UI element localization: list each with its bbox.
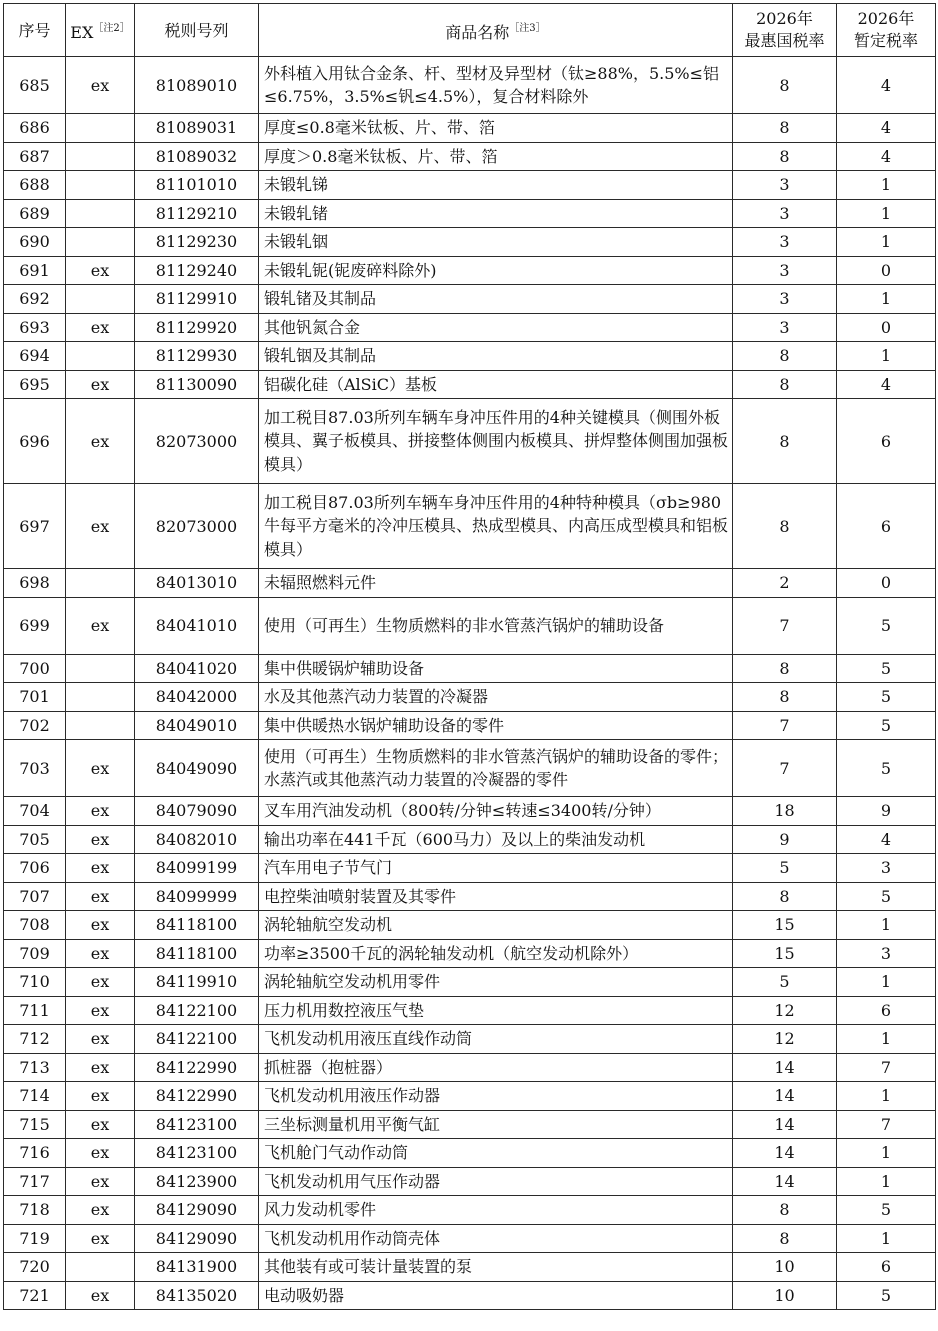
cell-code: 84122100 <box>135 996 259 1025</box>
cell-code: 84013010 <box>135 569 259 598</box>
cell-provisional-rate: 5 <box>837 740 936 797</box>
cell-provisional-rate: 3 <box>837 939 936 968</box>
cell-name: 使用（可再生）生物质燃料的非水管蒸汽锅炉的辅助设备的零件；水蒸汽或其他蒸汽动力装置的冷凝器的零件 <box>259 740 733 797</box>
cell-provisional-rate: 5 <box>837 683 936 712</box>
cell-code: 84122100 <box>135 1025 259 1054</box>
cell-name: 涡轮轴航空发动机用零件 <box>259 968 733 997</box>
cell-ex: ex <box>66 313 135 342</box>
cell-name: 未辐照燃料元件 <box>259 569 733 598</box>
cell-provisional-rate: 4 <box>837 57 936 114</box>
cell-code: 84129090 <box>135 1196 259 1225</box>
cell-seq: 685 <box>4 57 66 114</box>
table-row <box>4 1082 936 1111</box>
table-row <box>4 228 936 257</box>
cell-name: 铝碳化硅（AlSiC）基板 <box>259 370 733 399</box>
cell-name: 飞机发动机用液压直线作动筒 <box>259 1025 733 1054</box>
cell-ex: ex <box>66 1281 135 1310</box>
cell-ex: ex <box>66 370 135 399</box>
cell-code: 81129910 <box>135 285 259 314</box>
cell-provisional-rate: 4 <box>837 370 936 399</box>
cell-code: 81101010 <box>135 171 259 200</box>
cell-seq: 700 <box>4 654 66 683</box>
cell-name: 未锻轧锗 <box>259 199 733 228</box>
cell-provisional-rate: 5 <box>837 597 936 654</box>
header-mfn-label: 最惠国税率 <box>744 31 825 50</box>
table-row <box>4 370 936 399</box>
cell-seq: 710 <box>4 968 66 997</box>
cell-ex: ex <box>66 1082 135 1111</box>
cell-mfn-rate: 8 <box>733 1224 837 1253</box>
table-row <box>4 1253 936 1282</box>
cell-ex <box>66 683 135 712</box>
cell-seq: 698 <box>4 569 66 598</box>
cell-provisional-rate: 6 <box>837 399 936 484</box>
cell-ex: ex <box>66 797 135 826</box>
cell-seq: 707 <box>4 882 66 911</box>
cell-code: 84042000 <box>135 683 259 712</box>
cell-mfn-rate: 8 <box>733 484 837 569</box>
cell-code: 84079090 <box>135 797 259 826</box>
cell-mfn-rate: 9 <box>733 825 837 854</box>
table-row <box>4 1224 936 1253</box>
cell-seq: 721 <box>4 1281 66 1310</box>
cell-mfn-rate: 7 <box>733 597 837 654</box>
cell-name: 使用（可再生）生物质燃料的非水管蒸汽锅炉的辅助设备 <box>259 597 733 654</box>
cell-seq: 690 <box>4 228 66 257</box>
cell-ex <box>66 711 135 740</box>
cell-code: 84041010 <box>135 597 259 654</box>
cell-name: 风力发动机零件 <box>259 1196 733 1225</box>
table-row <box>4 313 936 342</box>
cell-provisional-rate: 0 <box>837 569 936 598</box>
header-ex: EX$^{[注2]}$ <box>66 4 135 57</box>
cell-ex: ex <box>66 399 135 484</box>
cell-seq: 697 <box>4 484 66 569</box>
cell-name: 未锻轧铌(铌废碎料除外) <box>259 256 733 285</box>
cell-provisional-rate: 1 <box>837 1139 936 1168</box>
cell-mfn-rate: 3 <box>733 256 837 285</box>
cell-mfn-rate: 10 <box>733 1253 837 1282</box>
cell-seq: 719 <box>4 1224 66 1253</box>
cell-seq: 703 <box>4 740 66 797</box>
table-row <box>4 825 936 854</box>
cell-provisional-rate: 1 <box>837 171 936 200</box>
table-header <box>4 4 936 57</box>
table-row <box>4 968 936 997</box>
cell-mfn-rate: 3 <box>733 228 837 257</box>
table-row <box>4 114 936 143</box>
cell-seq: 699 <box>4 597 66 654</box>
cell-provisional-rate: 1 <box>837 1224 936 1253</box>
cell-code: 81129240 <box>135 256 259 285</box>
cell-seq: 712 <box>4 1025 66 1054</box>
cell-provisional-rate: 7 <box>837 1053 936 1082</box>
cell-provisional-rate: 5 <box>837 711 936 740</box>
cell-code: 84118100 <box>135 939 259 968</box>
table-row <box>4 711 936 740</box>
cell-code: 84122990 <box>135 1053 259 1082</box>
cell-seq: 715 <box>4 1110 66 1139</box>
cell-name: 飞机舱门气动作动筒 <box>259 1139 733 1168</box>
cell-code: 84123100 <box>135 1139 259 1168</box>
cell-seq: 694 <box>4 342 66 371</box>
cell-name: 厚度＞0.8毫米钛板、片、带、箔 <box>259 142 733 171</box>
cell-provisional-rate: 4 <box>837 114 936 143</box>
cell-mfn-rate: 14 <box>733 1167 837 1196</box>
cell-mfn-rate: 8 <box>733 57 837 114</box>
cell-name: 集中供暖热水锅炉辅助设备的零件 <box>259 711 733 740</box>
cell-ex <box>66 1253 135 1282</box>
cell-mfn-rate: 14 <box>733 1053 837 1082</box>
cell-code: 84123100 <box>135 1110 259 1139</box>
cell-name: 涡轮轴航空发动机 <box>259 911 733 940</box>
table-row <box>4 854 936 883</box>
cell-ex: ex <box>66 1025 135 1054</box>
header-mfn <box>733 4 837 57</box>
cell-name: 输出功率在441千瓦（600马力）及以上的柴油发动机 <box>259 825 733 854</box>
header-prov-label: 暂定税率 <box>853 31 918 50</box>
cell-name: 飞机发动机用气压作动器 <box>259 1167 733 1196</box>
cell-name: 叉车用汽油发动机（800转/分钟≤转速≤3400转/分钟） <box>259 797 733 826</box>
cell-provisional-rate: 1 <box>837 285 936 314</box>
cell-ex: ex <box>66 1224 135 1253</box>
cell-code: 82073000 <box>135 399 259 484</box>
cell-mfn-rate: 2 <box>733 569 837 598</box>
cell-seq: 709 <box>4 939 66 968</box>
cell-seq: 692 <box>4 285 66 314</box>
header-code: 税则号列 <box>135 4 259 57</box>
cell-seq: 688 <box>4 171 66 200</box>
cell-ex: ex <box>66 597 135 654</box>
cell-name: 其他钒氮合金 <box>259 313 733 342</box>
cell-mfn-rate: 3 <box>733 171 837 200</box>
table-row <box>4 797 936 826</box>
cell-provisional-rate: 5 <box>837 654 936 683</box>
cell-name: 飞机发动机用液压作动器 <box>259 1082 733 1111</box>
cell-ex: ex <box>66 911 135 940</box>
table-body <box>4 57 936 1310</box>
cell-seq: 695 <box>4 370 66 399</box>
header-prov-year: 2026年 <box>857 9 915 28</box>
cell-provisional-rate: 5 <box>837 882 936 911</box>
cell-seq: 704 <box>4 797 66 826</box>
cell-name: 飞机发动机用作动筒壳体 <box>259 1224 733 1253</box>
cell-code: 84118100 <box>135 911 259 940</box>
table-row <box>4 256 936 285</box>
cell-code: 84131900 <box>135 1253 259 1282</box>
cell-code: 84135020 <box>135 1281 259 1310</box>
cell-mfn-rate: 5 <box>733 968 837 997</box>
cell-code: 84119910 <box>135 968 259 997</box>
cell-mfn-rate: 8 <box>733 342 837 371</box>
cell-ex: ex <box>66 256 135 285</box>
cell-seq: 705 <box>4 825 66 854</box>
table-row <box>4 342 936 371</box>
cell-name: 水及其他蒸汽动力装置的冷凝器 <box>259 683 733 712</box>
cell-ex <box>66 142 135 171</box>
cell-ex: ex <box>66 996 135 1025</box>
cell-code: 84123900 <box>135 1167 259 1196</box>
cell-seq: 716 <box>4 1139 66 1168</box>
cell-ex: ex <box>66 484 135 569</box>
cell-mfn-rate: 3 <box>733 313 837 342</box>
cell-mfn-rate: 7 <box>733 740 837 797</box>
header-name: 商品名称$^{[注3]}$ <box>259 4 733 57</box>
table-row <box>4 199 936 228</box>
cell-provisional-rate: 5 <box>837 1281 936 1310</box>
table-row <box>4 57 936 114</box>
cell-provisional-rate: 7 <box>837 1110 936 1139</box>
cell-ex: ex <box>66 1053 135 1082</box>
cell-provisional-rate: 0 <box>837 313 936 342</box>
cell-seq: 711 <box>4 996 66 1025</box>
cell-seq: 691 <box>4 256 66 285</box>
cell-mfn-rate: 8 <box>733 654 837 683</box>
cell-name: 厚度≤0.8毫米钛板、片、带、箔 <box>259 114 733 143</box>
cell-name: 锻轧锗及其制品 <box>259 285 733 314</box>
table-row <box>4 142 936 171</box>
table-row <box>4 399 936 484</box>
cell-seq: 714 <box>4 1082 66 1111</box>
cell-mfn-rate: 15 <box>733 911 837 940</box>
cell-provisional-rate: 1 <box>837 911 936 940</box>
cell-mfn-rate: 10 <box>733 1281 837 1310</box>
cell-ex: ex <box>66 740 135 797</box>
cell-ex: ex <box>66 1110 135 1139</box>
cell-ex: ex <box>66 1196 135 1225</box>
table-row <box>4 1053 936 1082</box>
cell-seq: 713 <box>4 1053 66 1082</box>
cell-code: 84099199 <box>135 854 259 883</box>
table-row <box>4 1139 936 1168</box>
cell-code: 84129090 <box>135 1224 259 1253</box>
cell-code: 84041020 <box>135 654 259 683</box>
table-row <box>4 1167 936 1196</box>
cell-seq: 696 <box>4 399 66 484</box>
cell-code: 84049090 <box>135 740 259 797</box>
cell-mfn-rate: 3 <box>733 199 837 228</box>
cell-name: 外科植入用钛合金条、杆、型材及异型材（钛≥88%，5.5%≤铝≤6.75%，3.5%≤钒≤4.5%），复合材料除外 <box>259 57 733 114</box>
cell-code: 81089032 <box>135 142 259 171</box>
table-row <box>4 683 936 712</box>
cell-provisional-rate: 9 <box>837 797 936 826</box>
cell-seq: 702 <box>4 711 66 740</box>
cell-name: 未锻轧铟 <box>259 228 733 257</box>
table-row <box>4 484 936 569</box>
cell-mfn-rate: 7 <box>733 711 837 740</box>
cell-name: 未锻轧锑 <box>259 171 733 200</box>
table-row <box>4 569 936 598</box>
cell-name: 汽车用电子节气门 <box>259 854 733 883</box>
cell-name: 锻轧铟及其制品 <box>259 342 733 371</box>
cell-code: 81129920 <box>135 313 259 342</box>
cell-ex <box>66 114 135 143</box>
cell-provisional-rate: 1 <box>837 968 936 997</box>
cell-provisional-rate: 1 <box>837 1167 936 1196</box>
cell-code: 81130090 <box>135 370 259 399</box>
table-row <box>4 740 936 797</box>
cell-code: 82073000 <box>135 484 259 569</box>
header-name-note: ［注3］ <box>509 22 546 34</box>
cell-ex <box>66 285 135 314</box>
cell-provisional-rate: 4 <box>837 825 936 854</box>
cell-code: 84049010 <box>135 711 259 740</box>
cell-seq: 708 <box>4 911 66 940</box>
cell-mfn-rate: 8 <box>733 114 837 143</box>
cell-name: 加工税目87.03所列车辆车身冲压件用的4种特种模具（σb≥980牛每平方毫米的冷冲压模具、热成型模具、内高压成型模具和铝板模具） <box>259 484 733 569</box>
table-row <box>4 654 936 683</box>
cell-code: 81129230 <box>135 228 259 257</box>
table-row <box>4 1110 936 1139</box>
cell-code: 81129210 <box>135 199 259 228</box>
cell-ex <box>66 569 135 598</box>
cell-mfn-rate: 18 <box>733 797 837 826</box>
cell-mfn-rate: 8 <box>733 370 837 399</box>
cell-name: 抓桩器（抱桩器） <box>259 1053 733 1082</box>
cell-mfn-rate: 14 <box>733 1139 837 1168</box>
cell-provisional-rate: 3 <box>837 854 936 883</box>
cell-provisional-rate: 6 <box>837 1253 936 1282</box>
cell-code: 81129930 <box>135 342 259 371</box>
table-row <box>4 996 936 1025</box>
cell-code: 81089010 <box>135 57 259 114</box>
table-row <box>4 1281 936 1310</box>
cell-name: 三坐标测量机用平衡气缸 <box>259 1110 733 1139</box>
cell-provisional-rate: 6 <box>837 484 936 569</box>
cell-mfn-rate: 8 <box>733 142 837 171</box>
tariff-table <box>3 3 936 1310</box>
cell-provisional-rate: 0 <box>837 256 936 285</box>
cell-ex: ex <box>66 57 135 114</box>
cell-mfn-rate: 8 <box>733 399 837 484</box>
cell-ex: ex <box>66 1167 135 1196</box>
cell-ex: ex <box>66 882 135 911</box>
cell-provisional-rate: 4 <box>837 142 936 171</box>
cell-provisional-rate: 5 <box>837 1196 936 1225</box>
cell-name: 加工税目87.03所列车辆车身冲压件用的4种关键模具（侧围外板模具、翼子板模具、拼接整体侧围内板模具、拼焊整体侧围加强板模具） <box>259 399 733 484</box>
cell-code: 84122990 <box>135 1082 259 1111</box>
cell-provisional-rate: 1 <box>837 228 936 257</box>
header-prov <box>837 4 936 57</box>
table-row <box>4 1196 936 1225</box>
cell-mfn-rate: 8 <box>733 1196 837 1225</box>
cell-mfn-rate: 14 <box>733 1082 837 1111</box>
table-row <box>4 597 936 654</box>
cell-mfn-rate: 15 <box>733 939 837 968</box>
cell-name: 其他装有或可装计量装置的泵 <box>259 1253 733 1282</box>
cell-mfn-rate: 12 <box>733 1025 837 1054</box>
cell-ex: ex <box>66 1139 135 1168</box>
cell-name: 集中供暖锅炉辅助设备 <box>259 654 733 683</box>
cell-provisional-rate: 1 <box>837 342 936 371</box>
cell-name: 压力机用数控液压气垫 <box>259 996 733 1025</box>
cell-ex: ex <box>66 939 135 968</box>
cell-seq: 701 <box>4 683 66 712</box>
cell-ex: ex <box>66 968 135 997</box>
header-mfn-year: 2026年 <box>756 9 813 28</box>
cell-provisional-rate: 1 <box>837 1082 936 1111</box>
cell-seq: 706 <box>4 854 66 883</box>
cell-seq: 686 <box>4 114 66 143</box>
cell-code: 84082010 <box>135 825 259 854</box>
cell-mfn-rate: 3 <box>733 285 837 314</box>
cell-mfn-rate: 5 <box>733 854 837 883</box>
cell-mfn-rate: 14 <box>733 1110 837 1139</box>
header-ex-note: ［注2］ <box>93 22 130 34</box>
cell-seq: 689 <box>4 199 66 228</box>
cell-seq: 718 <box>4 1196 66 1225</box>
cell-ex <box>66 228 135 257</box>
cell-ex <box>66 199 135 228</box>
cell-name: 功率≥3500千瓦的涡轮轴发动机（航空发动机除外） <box>259 939 733 968</box>
cell-code: 81089031 <box>135 114 259 143</box>
cell-name: 电动吸奶器 <box>259 1281 733 1310</box>
cell-ex <box>66 171 135 200</box>
header-seq: 序号 <box>4 4 66 57</box>
cell-ex: ex <box>66 854 135 883</box>
cell-provisional-rate: 6 <box>837 996 936 1025</box>
table-row <box>4 285 936 314</box>
cell-seq: 720 <box>4 1253 66 1282</box>
table-row <box>4 1025 936 1054</box>
cell-ex <box>66 654 135 683</box>
table-row <box>4 882 936 911</box>
cell-seq: 687 <box>4 142 66 171</box>
cell-provisional-rate: 1 <box>837 1025 936 1054</box>
cell-seq: 717 <box>4 1167 66 1196</box>
table-row <box>4 171 936 200</box>
cell-mfn-rate: 8 <box>733 882 837 911</box>
cell-name: 电控柴油喷射装置及其零件 <box>259 882 733 911</box>
cell-seq: 693 <box>4 313 66 342</box>
cell-ex <box>66 342 135 371</box>
cell-provisional-rate: 1 <box>837 199 936 228</box>
table-row <box>4 911 936 940</box>
cell-mfn-rate: 8 <box>733 683 837 712</box>
cell-ex: ex <box>66 825 135 854</box>
table-row <box>4 939 936 968</box>
cell-code: 84099999 <box>135 882 259 911</box>
cell-mfn-rate: 12 <box>733 996 837 1025</box>
